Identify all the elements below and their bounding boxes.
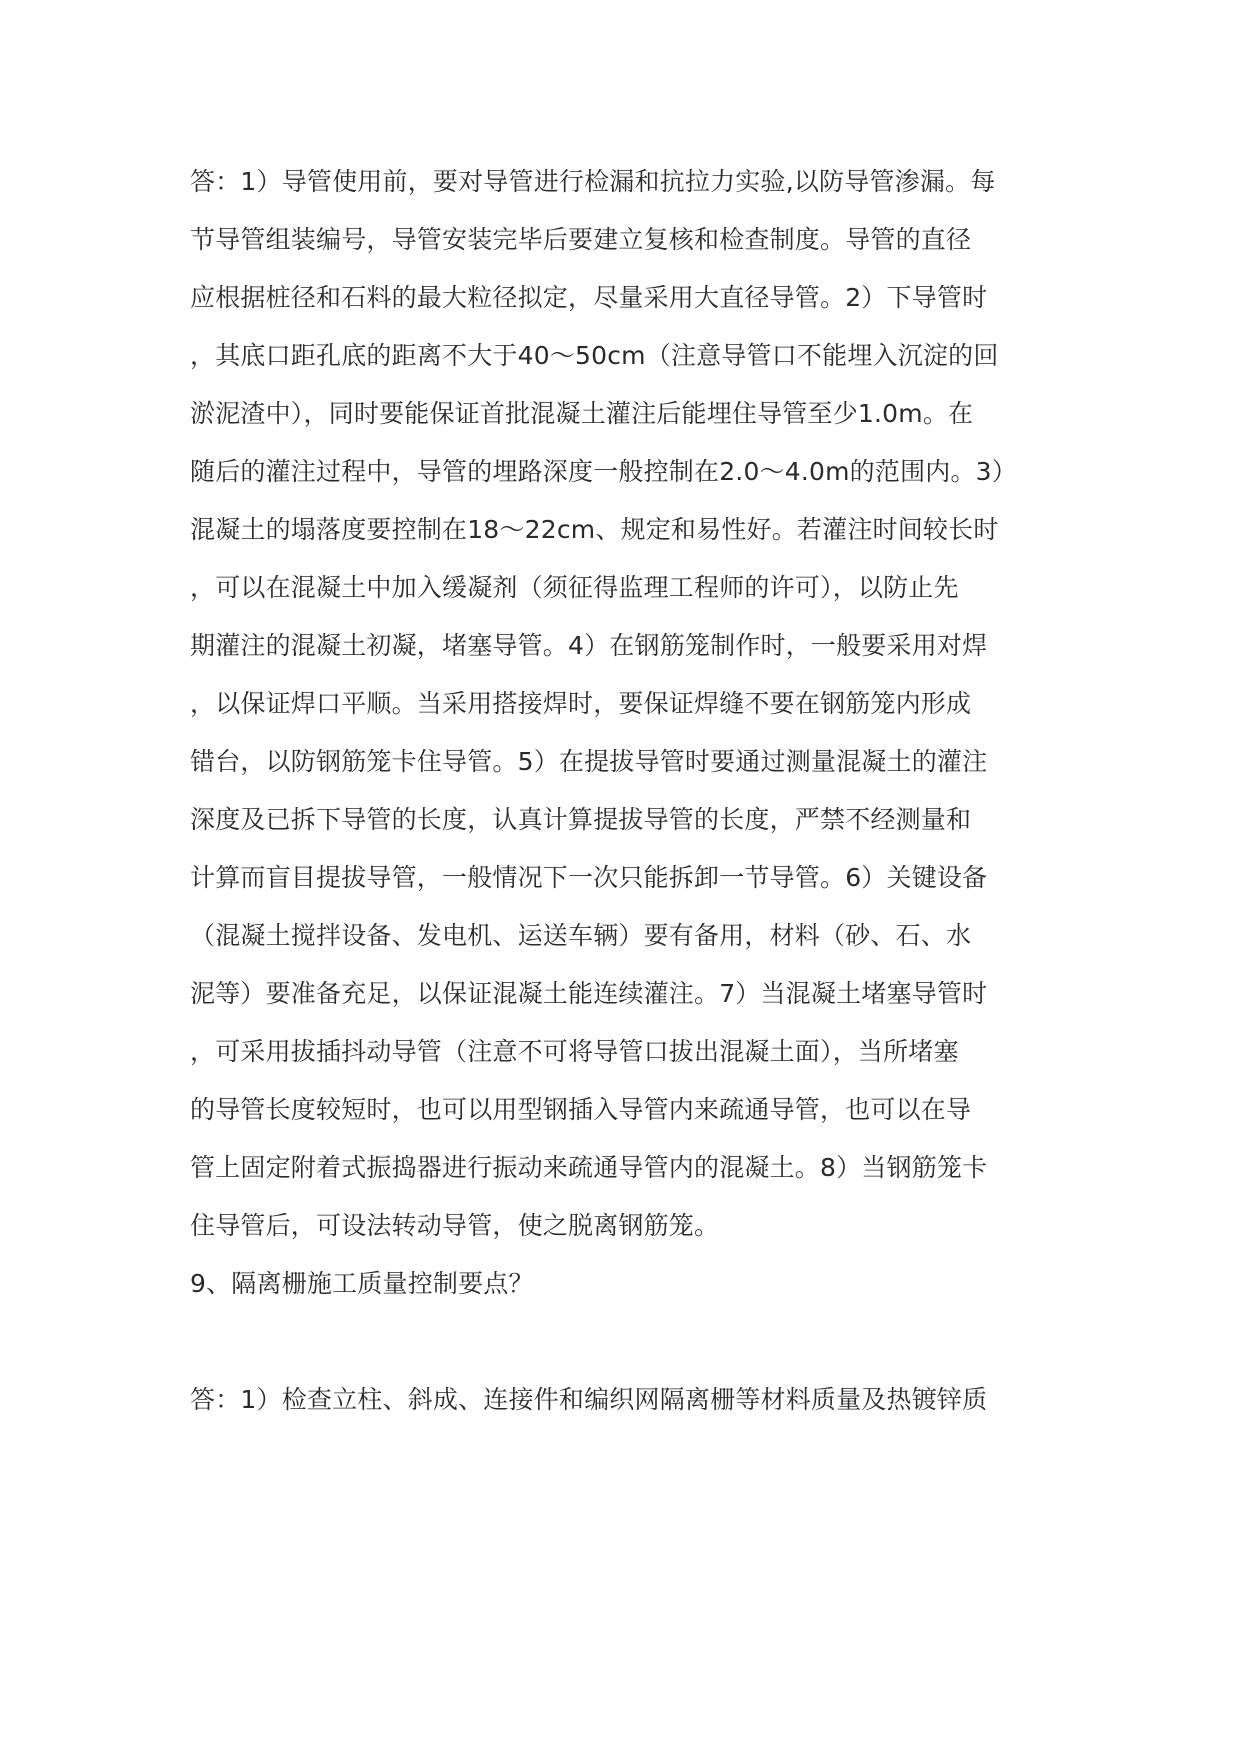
answer-line-9: 期灌注的混凝土初凝，堵塞导管。4）在钢筋笼制作时，一般要采用对焊 xyxy=(190,631,988,660)
answer-line-10: ，以保证焊口平顺。当采用搭接焊时，要保证焊缝不要在钢筋笼内形成 xyxy=(190,689,972,718)
answer-line-1: 答：1）导管使用前，要对导管进行检漏和抗拉力实验,以防导管渗漏。每 xyxy=(190,167,996,196)
answer-line-8: ，可以在混凝土中加入缓凝剂（须征得监理工程师的许可），以防止先 xyxy=(190,573,959,602)
answer-line-6: 随后的灌注过程中，导管的埋路深度一般控制在2.0～4.0m的范围内。3） xyxy=(190,457,1017,486)
answer-line-16: ，可采用拔插抖动导管（注意不可将导管口拔出混凝土面），当所堵塞 xyxy=(190,1037,959,1066)
answer-line-11: 错台，以防钢筋笼卡住导管。5）在提拔导管时要通过测量混凝土的灌注 xyxy=(190,747,988,776)
answer-line-3: 应根据桩径和石料的最大粒径拟定，尽量采用大直径导管。2）下导管时 xyxy=(190,283,988,312)
answer-line-18: 管上固定附着式振捣器进行振动来疏通导管内的混凝土。8）当钢筋笼卡 xyxy=(190,1153,988,1182)
answer-line-15: 泥等）要准备充足，以保证混凝土能连续灌注。7）当混凝土堵塞导管时 xyxy=(190,979,988,1008)
answer-line-17: 的导管长度较短时，也可以用型钢插入导管内来疏通导管，也可以在导 xyxy=(190,1095,972,1124)
answer-line-12: 深度及已拆下导管的长度，认真计算提拔导管的长度，严禁不经测量和 xyxy=(190,805,972,834)
answer-line-19: 住导管后，可设法转动导管，使之脱离钢筋笼。 xyxy=(190,1211,720,1240)
question-9-heading: 9、隔离栅施工质量控制要点？ xyxy=(190,1269,534,1298)
answer-line-2: 节导管组装编号，导管安装完毕后要建立复核和检查制度。导管的直径 xyxy=(190,225,972,254)
answer-line-13: 计算而盲目提拔导管，一般情况下一次只能拆卸一节导管。6）关键设备 xyxy=(190,863,988,892)
answer-line-7: 混凝土的塌落度要控制在18～22cm、规定和易性好。若灌注时间较长时 xyxy=(190,515,999,544)
answer-line-4: ，其底口距孔底的距离不大于40～50cm（注意导管口不能埋入沉淀的回 xyxy=(190,341,999,370)
answer-line-14: （混凝土搅拌设备、发电机、运送车辆）要有备用，材料（砂、石、水 xyxy=(190,921,972,950)
answer-line-5: 淤泥渣中），同时要能保证首批混凝土灌注后能埋住导管至少1.0m。在 xyxy=(190,399,974,428)
answer-9-line-1: 答：1）检查立柱、斜成、连接件和编织网隔离栅等材料质量及热镀锌质 xyxy=(190,1385,988,1414)
